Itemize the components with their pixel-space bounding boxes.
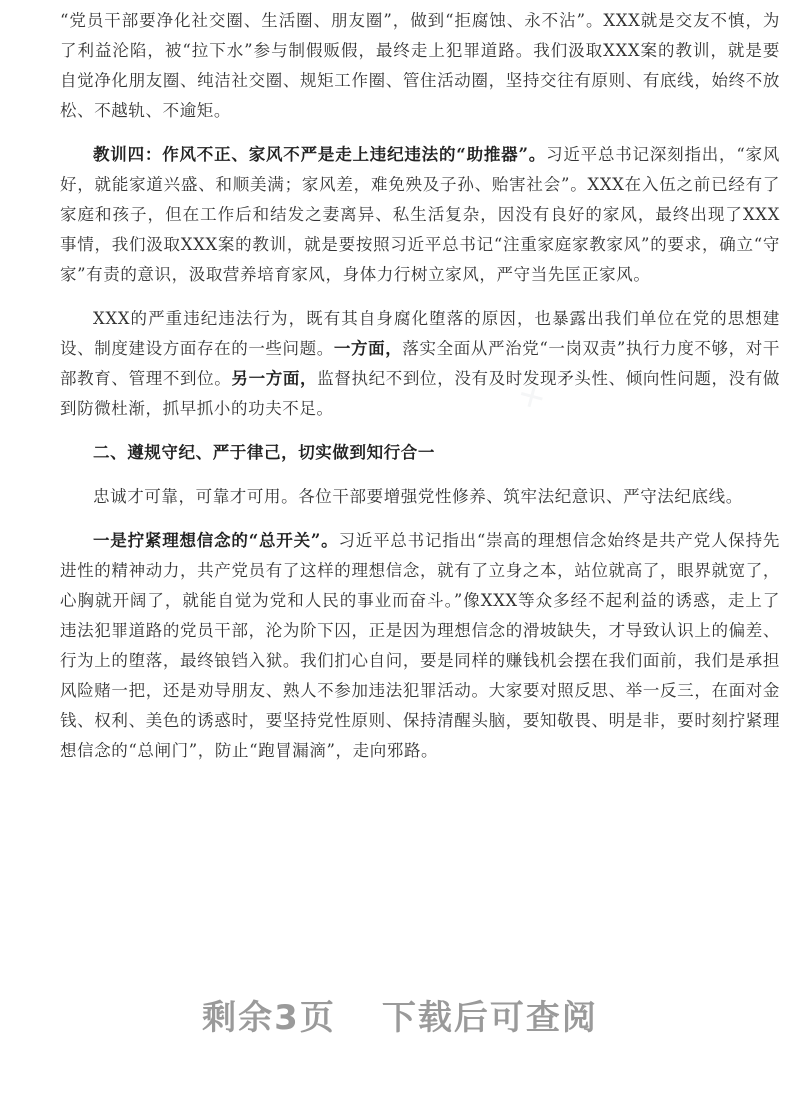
paragraph-5-text: 习近平总书记指出“崇高的理想信念始终是共产党人保持先进性的精神动力，共产党员有了这样的理想信念，就有了立身之本，站位就高了，眼界就宽了，心胸就开阔了，就能自觉为党和人民的事业而奋斗。”像XXX等众多经不起利益的诱惑，走上了违法犯罪道路的党员干部，沦为阶下囚，正是因为理想信念的滑坡缺失，才导致认识上的偏差、行为上的堕落，最终锒铛入狱。我们扪心自问，要是同样的赚钱机会摆在我们面前，我们是承担风险赌一把，还是劝导朋友、熟人不参加违法犯罪活动。大家要对照反思、举一反三，在面对金钱、权利、美色的诱惑时，要坚持党性原则、保持清醒头脑，要知敬畏、明是非，要时刻拧紧理想信念的“总闸门”，防止“跑冒漏滴”，走向邪路。 — [60, 531, 780, 760]
paragraph-3-text-a: XXX的严重违纪违法行为，既有其自身腐化堕落的原因，也暴露出我们单位在党的思想建设、制度建设方面存在的一些问题。 — [60, 309, 780, 358]
remaining-pages-label: 剩余3页 — [202, 998, 336, 1038]
paragraph-1 — [60, 6, 780, 126]
on-other-hand-label: 另一方面， — [231, 369, 318, 388]
paragraph-3-text-c: 监督执纪不到位，没有及时发现矛头性、倾向性问题，没有做到防微杜渐，抓早抓小的功夫不足。 — [60, 369, 781, 418]
paragraph-3 — [60, 304, 780, 424]
paragraph-4 — [60, 482, 780, 512]
paragraph-2-text: 习近平总书记深刻指出，“家风好，就能家道兴盛、和顺美满；家风差，难免殃及子孙、贻害社会”。XXX在入伍之前已经有了家庭和孩子，但在工作后和结发之妻离异、私生活复杂，因没有良好的家风，最终出现了XXX事情，我们汲取XXX案的教训，就是要按照习近平总书记“注重家庭家教家风”的要求，确立“守家”有责的意识，汲取营养培育家风，身体力行树立家风，严守当先匡正家风。 — [60, 145, 780, 284]
watermark: ✕ — [512, 376, 553, 419]
paragraph-1-text: “党员干部要净化社交圈、生活圈、朋友圈”，做到“拒腐蚀、永不沾”。XXX就是交友不慎，为了利益沦陷，被“拉下水”参与制假贩假，最终走上犯罪道路。我们汲取XXX案的教训，就是要自觉净化朋友圈、纯洁社交圈、规矩工作圈、管住活动圈，坚持交往有原则、有底线，始终不放松、不越轨、不逾矩。 — [60, 11, 780, 120]
on-one-hand-label: 一方面， — [333, 339, 403, 358]
point-one-heading: 一是拧紧理想信念的“总开关”。 — [93, 531, 339, 550]
paragraph-3-text-b: 落实全面从严治党“一岗双责”执行力度不够，对干部教育、管理不到位。 — [60, 339, 781, 388]
document-body — [60, 6, 780, 780]
download-to-view-label: 下载后可查阅 — [381, 998, 598, 1038]
section-heading-2: 二、遵规守纪、严于律己，切实做到知行合一 — [93, 443, 435, 462]
paragraph-5 — [60, 526, 780, 766]
paragraph-2 — [60, 140, 780, 290]
lesson-four-heading: 教训四：作风不正、家风不严是走上违纪违法的“助推器”。 — [93, 145, 547, 164]
paragraph-4-text: 忠诚才可靠，可靠才可用。各位干部要增强党性修养、筑牢法纪意识、严守法纪底线。 — [93, 487, 743, 506]
download-banner[interactable] — [0, 990, 800, 1039]
